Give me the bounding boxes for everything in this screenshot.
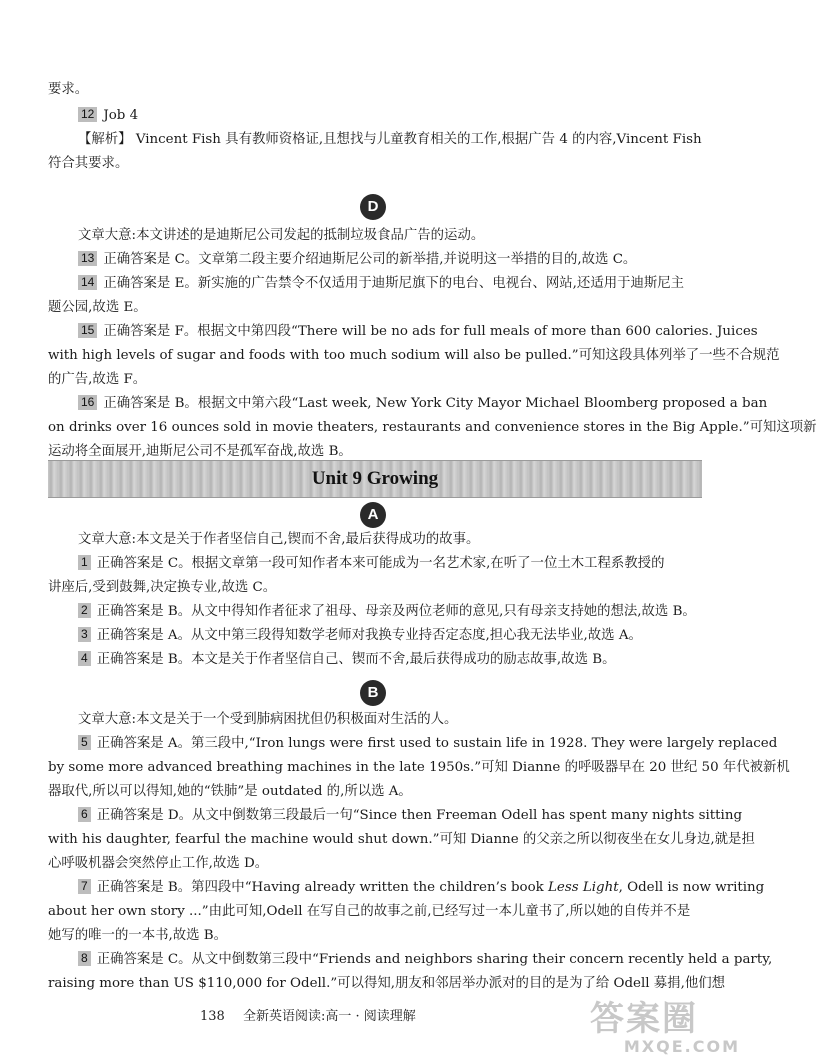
question-number: 7 xyxy=(78,879,91,894)
text-line: 运动将全面展开,迪斯尼公司不是孤军奋战,故选 B。 xyxy=(48,444,352,459)
watermark-logo xyxy=(590,1000,740,1056)
text-line: 【解析】 Vincent Fish 具有教师资格证,且想找与儿童教育相关的工作,根据广告 4 的内容,Vincent Fish xyxy=(78,132,702,147)
text-line: 的广告,故选 F。 xyxy=(48,372,147,387)
answer-line: 12 Job 4 xyxy=(78,106,700,126)
text-line: 讲座后,受到鼓舞,决定换专业,故选 C。 xyxy=(48,580,277,595)
section-letter-a: A xyxy=(360,502,386,528)
book-title-italic: Less Light xyxy=(548,880,619,895)
answer-line: 14 正确答案是 E。新实施的广告禁令不仅适用于迪斯尼旗下的电台、电视台、网站,还适用于迪斯尼主 xyxy=(78,274,700,294)
question-number: 3 xyxy=(78,627,91,642)
unit-title: Unit 9 Growing xyxy=(311,468,439,489)
section-letter-d: D xyxy=(360,194,386,220)
section-letter-b: B xyxy=(360,680,386,706)
answer-line: 1 正确答案是 C。根据文章第一段可知作者本来可能成为一名艺术家,在听了一位土木工程系教授的 xyxy=(78,554,700,574)
text-line: about her own story ...”由此可知,Odell 在写自己的故事之前,已经写过一本儿童书了,所以她的自传并不是 xyxy=(48,904,691,919)
unit-banner xyxy=(48,460,702,498)
question-number: 8 xyxy=(78,951,91,966)
question-number: 15 xyxy=(78,323,97,338)
summary-line: 文章大意:本文讲述的是迪斯尼公司发起的抵制垃圾食品广告的运动。 xyxy=(78,228,485,243)
question-number: 16 xyxy=(78,395,97,410)
text-line: raising more than US $110,000 for Odell.”可以得知,朋友和邻居举办派对的目的是为了给 Odell 募捐,他们想 xyxy=(48,976,725,991)
answer-line: 2 正确答案是 B。从文中得知作者征求了祖母、母亲及两位老师的意见,只有母亲支持她的想法,故选 B。 xyxy=(78,602,700,622)
text-line: 符合其要求。 xyxy=(48,156,129,171)
text-line: 题公园,故选 E。 xyxy=(48,300,147,315)
summary-line: 文章大意:本文是关于一个受到肺病困扰但仍积极面对生活的人。 xyxy=(78,712,458,727)
text-line: with his daughter, fearful the machine would shut down.”可知 Dianne 的父亲之所以彻夜坐在女儿身边,就是担 xyxy=(48,832,755,847)
watermark-text: 答案圈 xyxy=(590,999,698,1039)
question-number: 2 xyxy=(78,603,91,618)
answer-line: 3 正确答案是 A。从文中第三段得知数学老师对我换专业持否定态度,担心我无法毕业,故选 A。 xyxy=(78,626,700,646)
text-line: by some more advanced breathing machines in the late 1950s.”可知 Dianne 的呼吸器早在 20 世纪 50 年代被新机 xyxy=(48,760,790,775)
text-line: on drinks over 16 ounces sold in movie theaters, restaurants and convenience stores in the Big Apple.”可知这项新 xyxy=(48,420,817,435)
summary-line: 文章大意:本文是关于作者坚信自己,锲而不舍,最后获得成功的故事。 xyxy=(78,532,480,547)
question-number: 6 xyxy=(78,807,91,822)
text-line: 她写的唯一的一本书,故选 B。 xyxy=(48,928,228,943)
question-number: 12 xyxy=(78,107,97,122)
question-number: 1 xyxy=(78,555,91,570)
answer-line: 7 正确答案是 B。第四段中“Having already written the children’s book Less Light, Odell is now writing xyxy=(78,878,700,898)
answer-line: 13 正确答案是 C。文章第二段主要介绍迪斯尼公司的新举措,并说明这一举措的目的,故选 C。 xyxy=(78,250,700,270)
answer-line: 16 正确答案是 B。根据文中第六段“Last week, New York City Mayor Michael Bloomberg proposed a ban xyxy=(78,394,700,414)
page-footer xyxy=(200,1005,416,1024)
text-line: with high levels of sugar and foods with too much sodium will also be pulled.”可知这段具体列举了一些不合规范 xyxy=(48,348,780,363)
answer-line: 4 正确答案是 B。本文是关于作者坚信自己、锲而不舍,最后获得成功的励志故事,故选 B。 xyxy=(78,650,700,670)
question-number: 5 xyxy=(78,735,91,750)
watermark-url: MXQE.COM xyxy=(623,1037,740,1056)
answer-line: 15 正确答案是 F。根据文中第四段“There will be no ads for full meals of more than 600 calories. Juices xyxy=(78,322,700,342)
question-number: 13 xyxy=(78,251,97,266)
text-line: 要求。 xyxy=(48,82,89,97)
question-number: 14 xyxy=(78,275,97,290)
text-line: 心呼吸机器会突然停止工作,故选 D。 xyxy=(48,856,269,871)
answer-line: 6 正确答案是 D。从文中倒数第三段最后一句“Since then Freeman Odell has spent many nights sitting xyxy=(78,806,700,826)
text-line: 器取代,所以可以得知,她的“铁肺”是 outdated 的,所以选 A。 xyxy=(48,784,412,799)
answer-line: 5 正确答案是 A。第三段中,“Iron lungs were first used to sustain life in 1928. They were largely replaced xyxy=(78,734,700,754)
question-number: 4 xyxy=(78,651,91,666)
page-number: 138 xyxy=(200,1009,225,1024)
book-title: 全新英语阅读:高一 · 阅读理解 xyxy=(242,1009,416,1024)
answer-line: 8 正确答案是 C。从文中倒数第三段中“Friends and neighbors sharing their concern recently held a party, xyxy=(78,950,700,970)
